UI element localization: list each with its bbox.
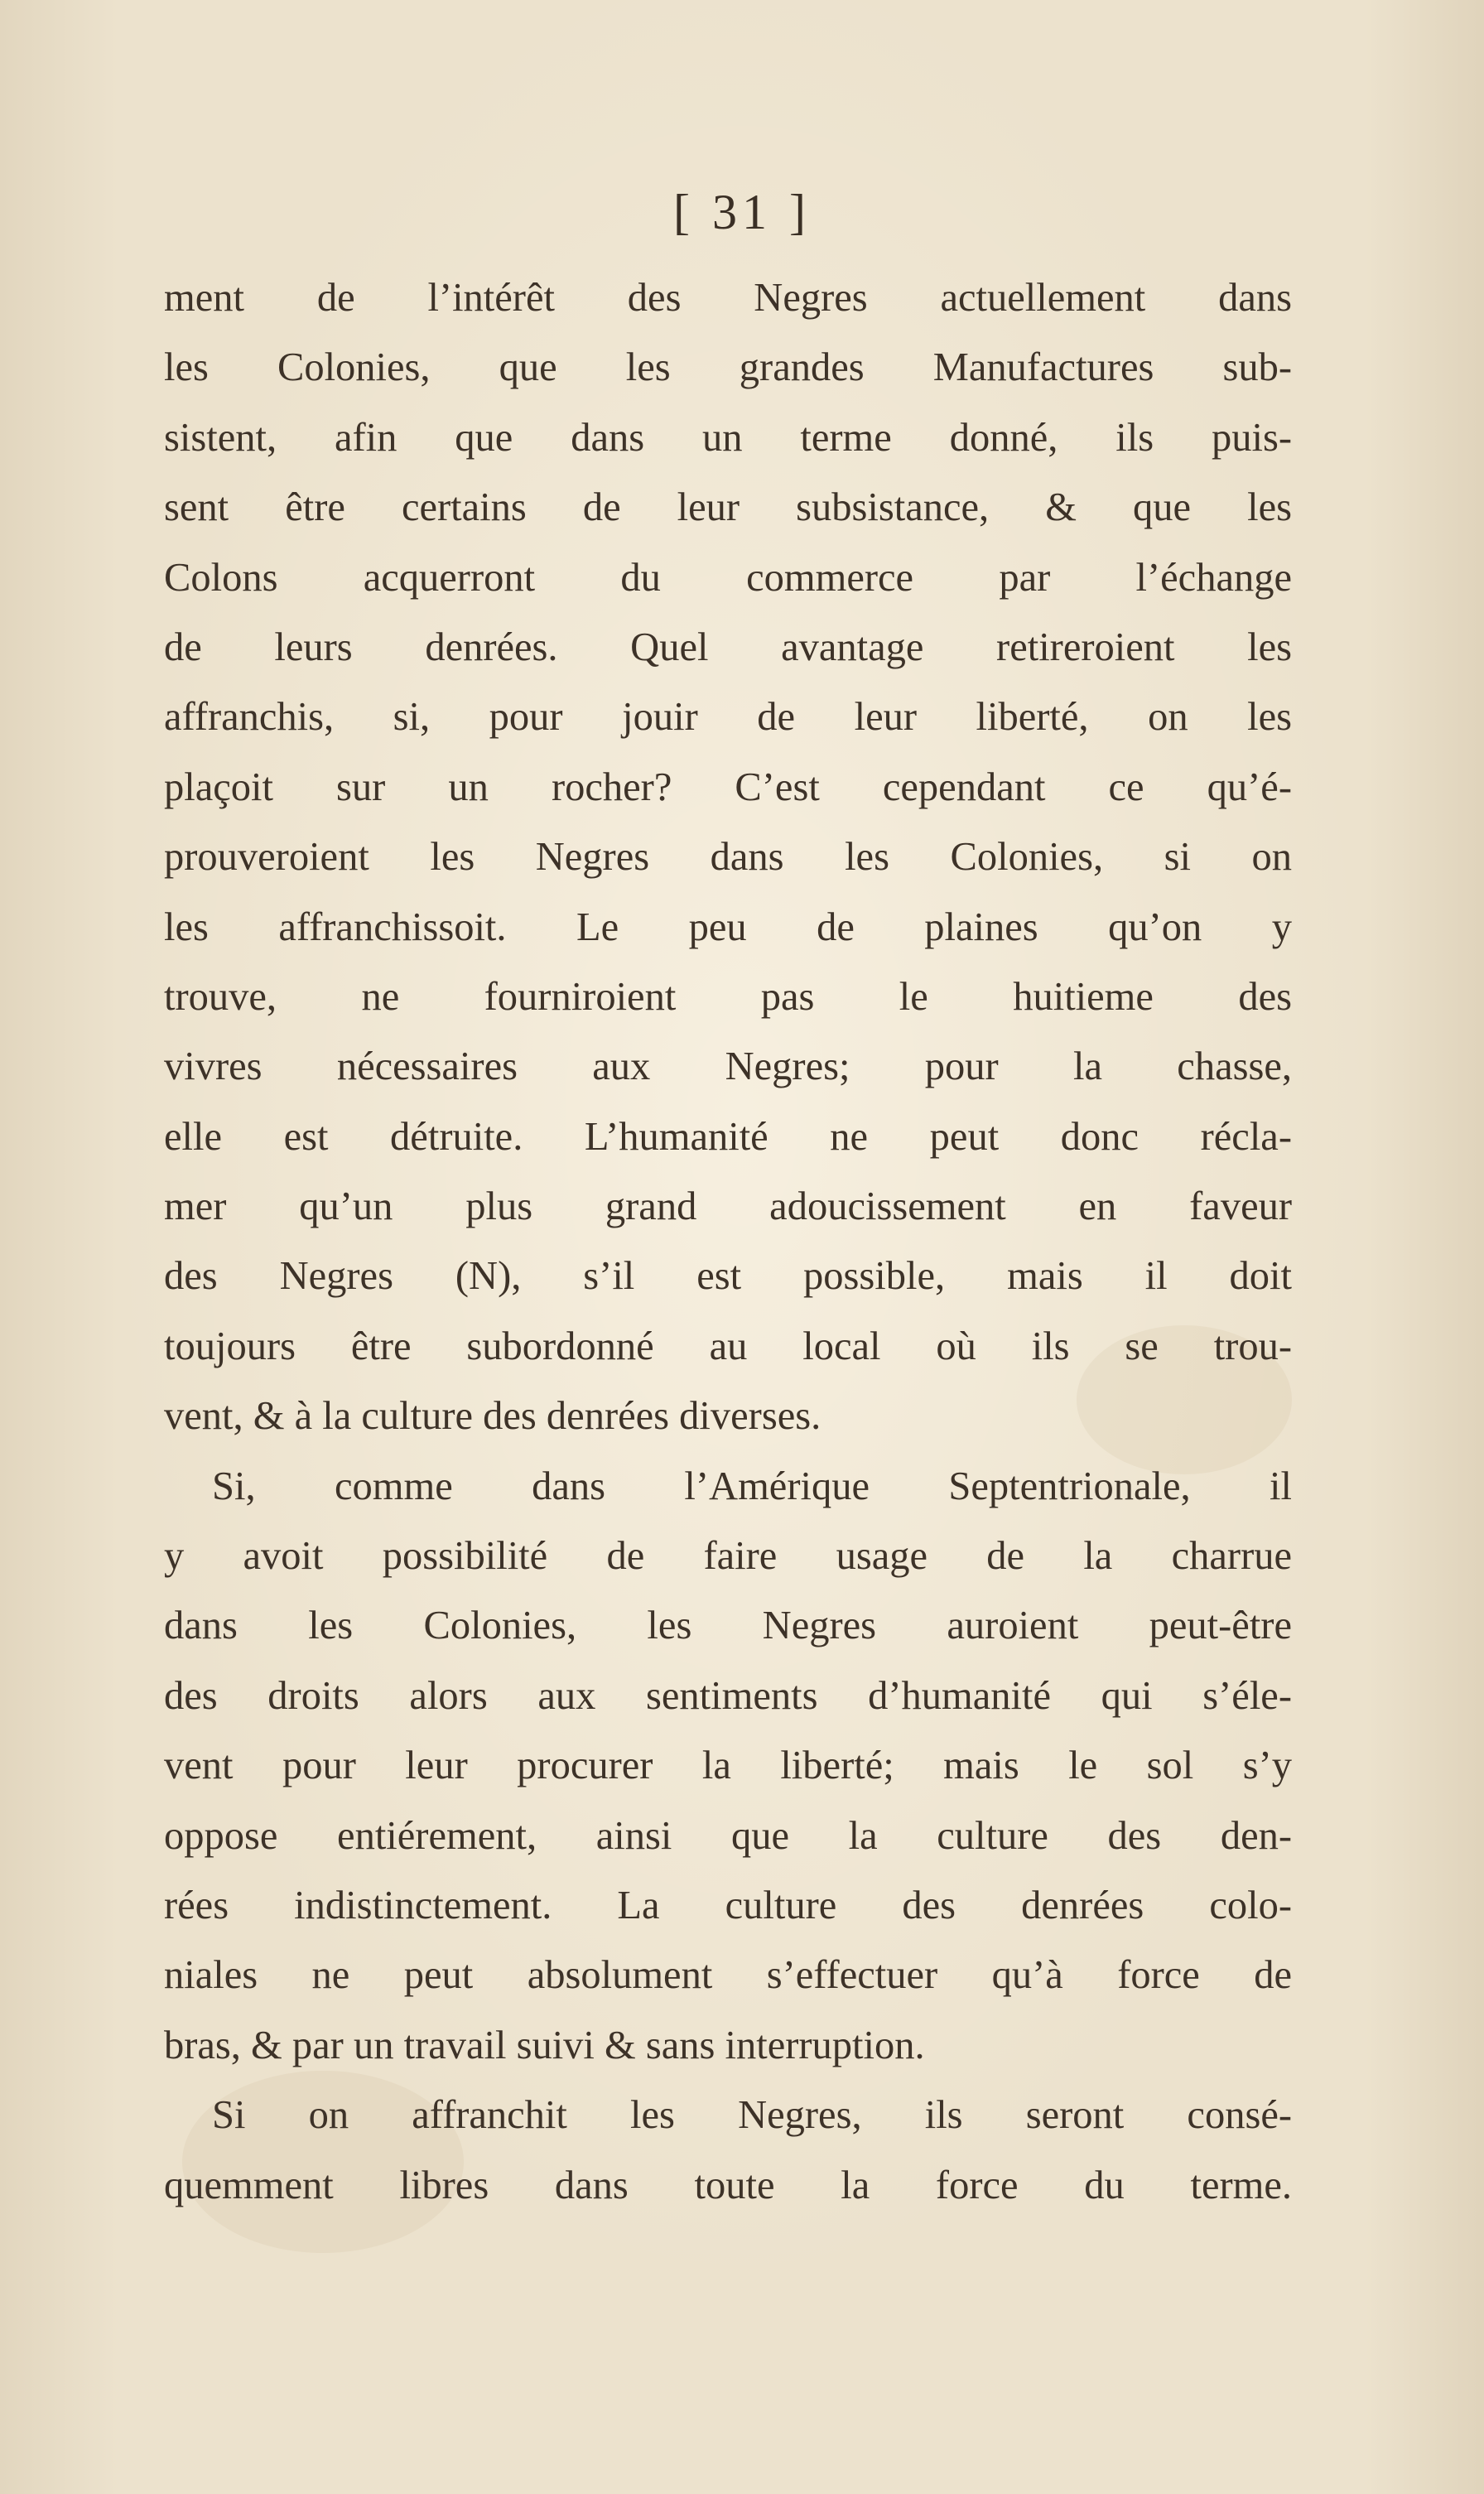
paragraph-start-line: Si on affranchit les Negres, ils seront consé- <box>212 2093 1292 2138</box>
paragraph-start-line: Si, comme dans l’Amérique Septentrionale, il <box>212 1464 1292 1508</box>
page-number-header: [ 31 ] <box>673 185 811 239</box>
text-line: rées indistinctement. La culture des denrées colo- <box>164 1883 1292 1927</box>
text-line: mer qu’un plus grand adoucissement en faveur <box>164 1184 1292 1229</box>
text-line: elle est détruite. L’humanité ne peut donc récla- <box>164 1114 1292 1159</box>
text-line: des droits alors aux sentiments d’humanité qui s’éle- <box>164 1673 1292 1718</box>
text-line: quemment libres dans toute la force du terme. <box>164 2163 1292 2207</box>
text-line: ment de l’intérêt des Negres actuellement dans <box>164 276 1292 320</box>
text-line: niales ne peut absolument s’effectuer qu’à force de <box>164 1953 1292 1998</box>
text-line: les affranchissoit. Le peu de plaines qu’on y <box>164 904 1292 949</box>
text-line: trouve, ne fourniroient pas le huitieme des <box>164 974 1292 1019</box>
text-line: toujours être subordonné au local où ils se trou- <box>164 1324 1292 1368</box>
text-line: affranchis, si, pour jouir de leur liberté, on les <box>164 695 1292 740</box>
text-line: les Colonies, que les grandes Manufactures sub- <box>164 345 1292 390</box>
text-line: des Negres (N), s’il est possible, mais il doit <box>164 1254 1292 1299</box>
text-line: bras, & par un travail suivi & sans interruption. <box>164 2023 925 2067</box>
text-line: vent pour leur procurer la liberté; mais le sol s’y <box>164 1744 1292 1788</box>
text-line: vent, & à la culture des denrées diverses. <box>164 1394 822 1439</box>
text-line: y avoit possibilité de faire usage de la charrue <box>164 1534 1292 1579</box>
text-line: sent être certains de leur subsistance, & que les <box>164 485 1292 530</box>
text-line: plaçoit sur un rocher? C’est cependant ce qu’é- <box>164 765 1292 809</box>
text-line: dans les Colonies, les Negres auroient peut-être <box>164 1604 1292 1648</box>
body-text <box>164 263 1292 2221</box>
text-line: vivres nécessaires aux Negres; pour la chasse, <box>164 1044 1292 1089</box>
text-line: oppose entiérement, ainsi que la culture des den- <box>164 1813 1292 1858</box>
text-line: prouveroient les Negres dans les Colonies, si on <box>164 835 1292 880</box>
text-line: de leurs denrées. Quel avantage retireroient les <box>164 625 1292 669</box>
text-line: sistent, afin que dans un terme donné, ils puis- <box>164 415 1292 460</box>
text-line: Colons acquerront du commerce par l’échange <box>164 555 1292 600</box>
